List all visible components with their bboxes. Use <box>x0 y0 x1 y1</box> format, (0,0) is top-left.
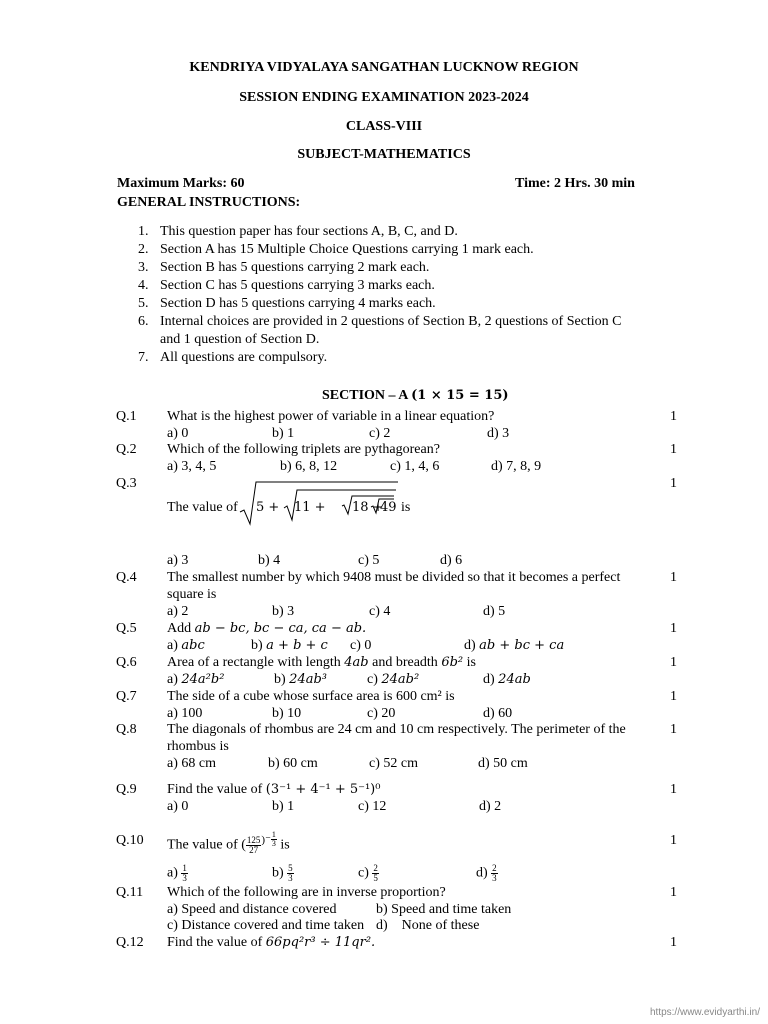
question-text: The diagonals of rhombus are 24 cm and 10 cm respectively. The perimeter of the <box>167 722 626 737</box>
option-a <box>167 638 205 654</box>
option-math: 24a²b² <box>181 672 225 687</box>
option-d: d) None of these <box>376 918 480 933</box>
exam-title: SESSION ENDING EXAMINATION 2023-2024 <box>239 90 529 105</box>
option-c: c) 2 <box>369 426 391 441</box>
option-c: c) 52 cm <box>369 756 418 771</box>
radical-term-49: 49 <box>380 500 397 515</box>
option-fraction <box>287 864 294 883</box>
question-text <box>167 935 375 951</box>
instruction-text: Internal choices are provided in 2 questions of Section B, 2 questions of Section C <box>160 314 622 329</box>
option-d: d) 2 <box>479 799 502 814</box>
option-c: c) 12 <box>358 799 387 814</box>
option-b: b) 60 cm <box>268 756 318 771</box>
option-d: d) 7, 8, 9 <box>491 459 542 474</box>
option-a: a) 0 <box>167 426 189 441</box>
max-marks: Maximum Marks: 60 <box>117 176 245 191</box>
question-expression: (3⁻¹ + 4⁻¹ + 5⁻¹)⁰ <box>265 782 381 797</box>
question-text-end: is <box>401 500 411 515</box>
question-number: Q.11 <box>116 885 144 900</box>
question-text-pre: Area of a rectangle with length <box>167 655 341 670</box>
breadth-expression: 6b² <box>441 655 464 670</box>
question-marks: 1 <box>670 409 677 424</box>
option-label: b) <box>272 865 284 881</box>
instruction-number: 1. <box>138 224 149 239</box>
question-marks: 1 <box>670 570 677 585</box>
question-number: Q.3 <box>116 476 137 491</box>
section-a-label: SECTION – A <box>322 388 408 403</box>
question-expression: 66pq²r³ ÷ 11qr². <box>265 935 376 950</box>
question-marks: 1 <box>670 885 677 900</box>
option-d: d) 6 <box>440 553 463 568</box>
exponent-fraction <box>271 831 277 848</box>
option-b: b) Speed and time taken <box>376 902 512 917</box>
question-marks: 1 <box>670 782 677 797</box>
option-b: b) 10 <box>272 706 302 721</box>
option-fraction <box>372 864 379 883</box>
option-c: c) 0 <box>350 638 372 653</box>
option-math: 24ab² <box>381 672 420 687</box>
option-b: b) 4 <box>258 553 281 568</box>
question-text-cont: square is <box>167 587 217 602</box>
question-number: Q.12 <box>116 935 144 950</box>
fraction-denominator: 27 <box>249 845 259 855</box>
fraction-numerator: 1 <box>271 830 276 839</box>
option-d: d) 5 <box>483 604 506 619</box>
fraction-numerator: 2 <box>373 863 378 873</box>
option-label: a) <box>167 672 178 687</box>
question-text: What is the highest power of variable in a linear equation? <box>167 409 495 424</box>
option-math: 24ab <box>498 672 531 687</box>
question-marks: 1 <box>670 689 677 704</box>
question-text-post: is <box>280 837 290 853</box>
option-c: c) Distance covered and time taken <box>167 918 365 933</box>
option-c: c) 4 <box>369 604 391 619</box>
instruction-number: 3. <box>138 260 149 275</box>
option-a: a) 2 <box>167 604 189 619</box>
question-text-pre: Find the value of <box>167 782 263 797</box>
question-text: The value of <box>167 500 238 515</box>
question-text <box>167 621 366 637</box>
question-number: Q.10 <box>116 833 144 848</box>
question-expression: ab − bc, bc − ca, ca − ab. <box>194 621 367 636</box>
fraction-numerator: 125 <box>246 835 261 845</box>
question-text-mid: and breadth <box>372 655 438 670</box>
option-c <box>367 672 419 688</box>
question-text-post: is <box>466 655 476 670</box>
option-b: b) 6, 8, 12 <box>280 459 338 474</box>
question-text: Which of the following are in inverse proportion? <box>167 885 446 900</box>
question-text: The side of a cube whose surface area is 600 cm² is <box>167 689 455 704</box>
instruction-number: 7. <box>138 350 149 365</box>
option-a: a) 100 <box>167 706 203 721</box>
question-marks: 1 <box>670 722 677 737</box>
fraction-denominator: 5 <box>373 873 378 883</box>
fraction-denominator: 3 <box>182 873 187 883</box>
option-a <box>167 864 188 883</box>
question-number: Q.2 <box>116 442 137 457</box>
instruction-text: Section B has 5 questions carrying 2 mark each. <box>160 260 430 275</box>
question-number: Q.8 <box>116 722 137 737</box>
option-label: d) <box>476 865 488 881</box>
question-text: Which of the following triplets are pythagorean? <box>167 442 440 457</box>
option-b: b) 3 <box>272 604 295 619</box>
question-marks: 1 <box>670 476 677 491</box>
option-c: c) 5 <box>358 553 380 568</box>
instruction-number: 5. <box>138 296 149 311</box>
question-number: Q.4 <box>116 570 137 585</box>
question-text-pre: Add <box>167 621 192 636</box>
option-c: c) 20 <box>367 706 396 721</box>
watermark-url: https://www.evidyarthi.in/ <box>649 1007 760 1018</box>
question-text <box>167 655 476 671</box>
question-number: Q.6 <box>116 655 137 670</box>
option-d <box>464 638 564 654</box>
instructions-title: GENERAL INSTRUCTIONS: <box>117 195 301 210</box>
instruction-text: Section C has 5 questions carrying 3 marks each. <box>160 278 435 293</box>
option-math: ab + bc + ca <box>479 638 565 653</box>
instruction-text: and 1 question of Section D. <box>160 332 320 347</box>
question-text: The smallest number by which 9408 must be divided so that it becomes a perfect <box>167 570 621 585</box>
instruction-text: Section D has 5 questions carrying 4 marks each. <box>160 296 436 311</box>
option-label: b) <box>274 672 286 687</box>
radical-term-5: 5 + <box>256 500 280 515</box>
question-text-pre: The value of ( <box>167 837 246 853</box>
option-label: c) <box>367 672 378 687</box>
option-d <box>483 672 531 688</box>
option-c: c) 1, 4, 6 <box>390 459 440 474</box>
option-b <box>272 864 294 883</box>
option-d: d) 60 <box>483 706 513 721</box>
question-number: Q.7 <box>116 689 137 704</box>
school-name: KENDRIYA VIDYALAYA SANGATHAN LUCKNOW REGION <box>189 60 579 75</box>
radical-term-18: 18 + <box>352 500 384 515</box>
question-text <box>167 782 380 798</box>
option-b <box>274 672 327 688</box>
instruction-text: All questions are compulsory. <box>160 350 328 365</box>
option-a: a) 3, 4, 5 <box>167 459 217 474</box>
option-a: a) Speed and distance covered <box>167 902 337 917</box>
option-label: a) <box>167 865 178 881</box>
option-label: d) <box>483 672 495 687</box>
question-marks: 1 <box>670 935 677 950</box>
option-a: a) 3 <box>167 553 189 568</box>
question-text-cont: rhombus is <box>167 739 229 754</box>
option-label: a) <box>167 638 178 653</box>
fraction-denominator: 3 <box>288 873 293 883</box>
option-fraction <box>181 864 188 883</box>
question-text <box>167 830 290 855</box>
question-marks: 1 <box>670 655 677 670</box>
option-d <box>476 864 498 883</box>
option-b: b) 1 <box>272 426 295 441</box>
fraction-numerator: 5 <box>288 863 293 873</box>
section-a-marks: (1 × 15 = 15) <box>411 388 509 403</box>
fraction-numerator: 1 <box>182 863 187 873</box>
question-number: Q.9 <box>116 782 137 797</box>
radical-term-11: 11 + <box>294 500 326 515</box>
option-a: a) 0 <box>167 799 189 814</box>
class-title: CLASS-VIII <box>345 119 423 134</box>
instruction-number: 6. <box>138 314 149 329</box>
instruction-number: 2. <box>138 242 149 257</box>
option-c <box>358 864 379 883</box>
fraction-denominator: 3 <box>271 839 276 848</box>
option-math: a + b + c <box>266 638 328 653</box>
fraction-denominator: 3 <box>492 873 497 883</box>
instruction-number: 4. <box>138 278 149 293</box>
option-a: a) 68 cm <box>167 756 216 771</box>
question-number: Q.1 <box>116 409 137 424</box>
question-text-pre: Find the value of <box>167 935 263 950</box>
option-label: d) <box>464 638 476 653</box>
exam-time: Time: 2 Hrs. 30 min <box>515 176 635 191</box>
option-math: 24ab³ <box>289 672 327 687</box>
option-label: c) <box>358 865 369 881</box>
question-marks: 1 <box>670 442 677 457</box>
section-a-title <box>322 388 509 404</box>
option-b: b) 1 <box>272 799 295 814</box>
option-label: b) <box>251 638 263 653</box>
subject-title: SUBJECT-MATHEMATICS <box>297 147 471 162</box>
fraction-numerator: 2 <box>492 863 497 873</box>
base-fraction <box>246 836 262 855</box>
instruction-text: This question paper has four sections A, B, C, and D. <box>160 224 458 239</box>
option-a <box>167 672 224 688</box>
option-b <box>251 638 328 654</box>
option-d: d) 50 cm <box>478 756 528 771</box>
length-expression: 4ab <box>344 655 369 670</box>
instruction-text: Section A has 15 Multiple Choice Questions carrying 1 mark each. <box>160 242 534 257</box>
question-marks: 1 <box>670 621 677 636</box>
exponent-sign: )⁻ <box>261 833 271 846</box>
option-fraction <box>491 864 498 883</box>
question-marks: 1 <box>670 833 677 848</box>
question-number: Q.5 <box>116 621 137 636</box>
option-math: abc <box>181 638 205 653</box>
option-d: d) 3 <box>487 426 510 441</box>
